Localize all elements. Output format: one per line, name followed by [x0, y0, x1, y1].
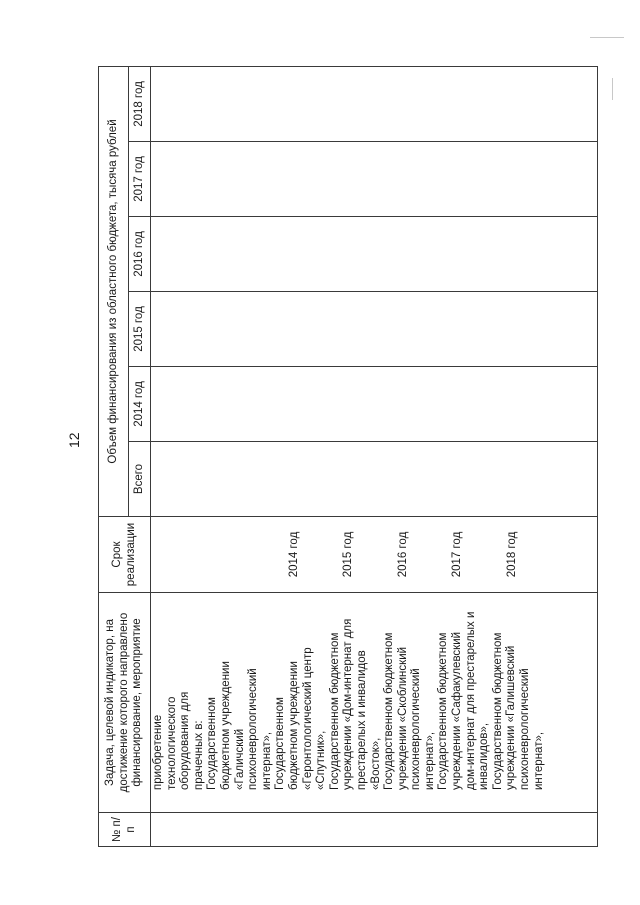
task-line: учреждении «Галишевский — [505, 645, 518, 790]
period-year: 2018 год — [505, 531, 518, 578]
value-2014 — [151, 367, 598, 442]
task-line: Государственном бюджетном — [437, 632, 450, 790]
header-2014: 2014 год — [129, 367, 151, 442]
scan-mark — [590, 37, 624, 38]
funding-table-rotated — [98, 67, 598, 847]
task-line: Государственном бюджетном — [383, 632, 396, 790]
value-2015 — [151, 292, 598, 367]
task-line: Государственном бюджетном — [328, 632, 341, 790]
header-funding-group: Объем финансирования из областного бюджета, тысяча рублей — [99, 66, 129, 516]
page-number: 12 — [66, 432, 82, 448]
row-task — [151, 593, 598, 813]
task-line: «Спутник», — [315, 730, 328, 790]
period-year: 2017 год — [451, 531, 464, 578]
scan-mark — [612, 78, 613, 100]
header-2018: 2018 год — [129, 66, 151, 141]
task-line: дом-интернат для престарелых и — [464, 611, 477, 790]
task-line: психоневрологический — [410, 668, 423, 790]
task-line: интернат», — [423, 731, 436, 790]
task-line: бюджетном учреждении — [287, 661, 300, 790]
task-line: оборудования для — [179, 691, 192, 790]
header-2016: 2016 год — [129, 217, 151, 292]
task-line: Государственном — [206, 697, 219, 790]
header-row-group — [99, 66, 129, 846]
task-line: Государственном бюджетном — [491, 632, 504, 790]
task-line: учреждении «Сафакулевский — [451, 631, 464, 790]
task-line: учреждении «Дом-интернат для — [342, 618, 355, 790]
funding-table — [98, 66, 598, 847]
task-line: психоневрологический — [519, 668, 532, 790]
value-2018 — [151, 66, 598, 141]
header-task: Задача, целевой индикатор, на достижение которого направлено финансирование, мероприятие — [99, 593, 151, 813]
task-line: психоневрологический — [247, 668, 260, 790]
task-line: бюджетном учреждении — [219, 661, 232, 790]
period-year: 2015 год — [342, 531, 355, 578]
header-period: Срок реализации — [99, 517, 151, 593]
task-line: «Геронтологический центр — [301, 647, 314, 790]
task-line: «Галичский — [233, 728, 246, 790]
row-num — [151, 813, 598, 847]
table-row — [151, 66, 598, 846]
header-total: Всего — [129, 442, 151, 517]
value-2017 — [151, 142, 598, 217]
value-total — [151, 442, 598, 517]
task-line: технологического — [165, 696, 178, 790]
header-num: № п/п — [99, 813, 151, 847]
row-period — [151, 517, 598, 593]
period-year: 2014 год — [288, 531, 300, 578]
task-line: интернат», — [532, 731, 545, 790]
task-line: учреждении «Скоблинский — [396, 646, 409, 790]
task-line: Государственном — [274, 697, 287, 790]
period-year: 2016 год — [396, 531, 409, 578]
task-line: прачечных в: — [192, 720, 205, 790]
task-line: приобретение — [152, 714, 164, 790]
task-line: интернат», — [260, 731, 273, 790]
header-2015: 2015 год — [129, 292, 151, 367]
task-line: престарелых и инвалидов — [355, 650, 368, 790]
task-line: «Восток», — [369, 737, 382, 790]
value-2016 — [151, 217, 598, 292]
header-2017: 2017 год — [129, 142, 151, 217]
task-line: инвалидов», — [478, 722, 491, 790]
